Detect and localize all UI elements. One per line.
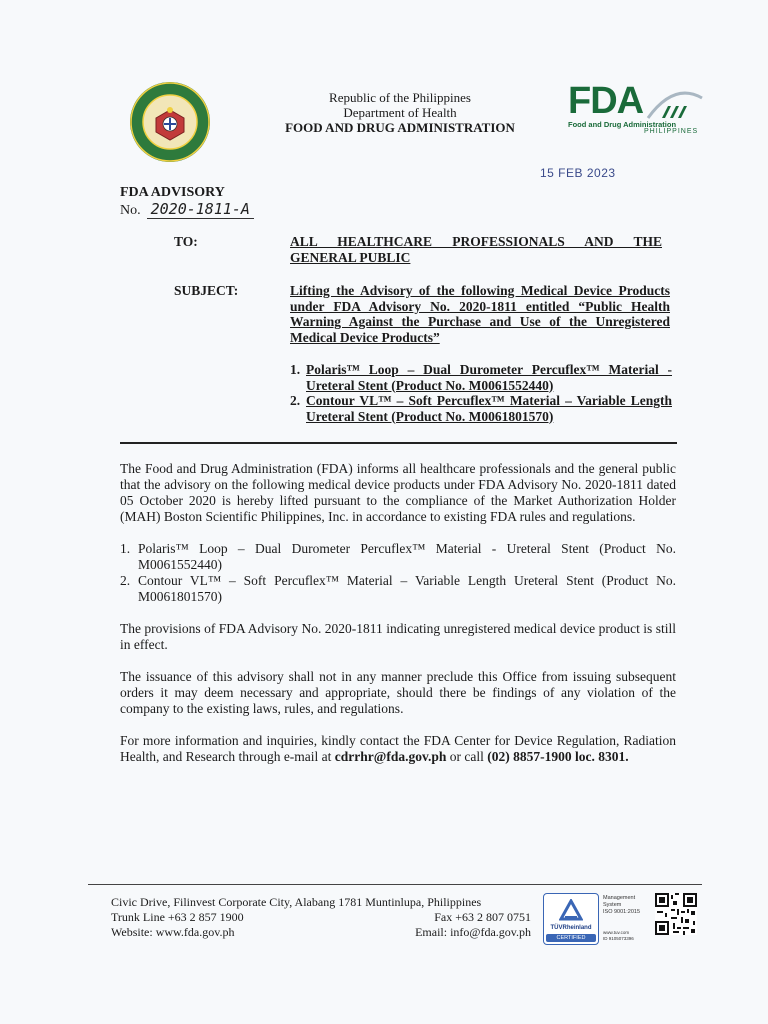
mgmt-line: Management bbox=[603, 895, 636, 901]
doh-seal-icon bbox=[128, 80, 212, 164]
subject-product-list bbox=[290, 362, 672, 424]
list-item bbox=[120, 573, 676, 605]
letterhead bbox=[250, 90, 550, 135]
advisory-body bbox=[120, 461, 676, 781]
fda-logo bbox=[566, 82, 706, 136]
contact-email-link[interactable]: cdrrhr@fda.gov.ph bbox=[334, 749, 447, 764]
header-agency: FOOD AND DRUG ADMINISTRATION bbox=[285, 120, 515, 135]
list-item-number: 2. bbox=[290, 393, 301, 408]
subject-label: SUBJECT: bbox=[174, 283, 239, 298]
footer-fax: Fax +63 2 807 0751 bbox=[434, 910, 531, 924]
fda-logo-subtitle: Food and Drug Administration bbox=[568, 120, 677, 129]
body-paragraph-intro: The Food and Drug Administration (FDA) informs all healthcare professionals and the general public that the advisory on the following medical device products under FDA Advisory No. 2020-1811 dated 05 October 2020 is hereby lifted pursuant to the compliance of the Market Authorization Holder (MAH) Boston Scientific Philippines, Inc. in accordance to existing FDA rules and regulations. bbox=[120, 461, 676, 524]
list-item-number: 1. bbox=[290, 362, 301, 377]
mgmt-line: ISO 9001:2015 bbox=[603, 909, 641, 915]
footer-divider bbox=[88, 884, 702, 885]
list-item bbox=[290, 393, 672, 424]
body-paragraph-issuance: The issuance of this advisory shall not in any manner preclude this Office from issuing subsequent orders it may deem necessary and appropriate, should there be findings of any violation of the company to the existing laws, rules, and regulations. bbox=[120, 669, 676, 716]
to-recipients: ALL HEALTHCARE PROFESSIONALS AND THE GENERAL PUBLIC bbox=[290, 234, 662, 265]
advisory-number-block bbox=[120, 184, 254, 219]
tuv-brand: TÜVRheinland bbox=[550, 925, 592, 931]
advisory-no-label: No. bbox=[120, 203, 141, 218]
contact-prefix: For more information and inquiries, kindly contact the FDA Center for Device Regulation, Radiation Health, and Research through e-mail at bbox=[120, 733, 676, 764]
advisory-title: FDA ADVISORY bbox=[120, 185, 225, 200]
list-item bbox=[120, 541, 676, 573]
section-divider bbox=[120, 442, 677, 444]
certification-id bbox=[603, 930, 634, 941]
management-system-text bbox=[603, 895, 640, 916]
fda-logo-mark: FDA bbox=[568, 80, 644, 122]
mgmt-line: System bbox=[603, 902, 622, 908]
tuv-certified-label: CERTIFIED bbox=[546, 934, 596, 942]
list-item-number: 1. bbox=[120, 541, 131, 556]
subject-text: Lifting the Advisory of the following Medical Device Products under FDA Advisory No. 2020-1811 entitled “Public Health Warning Against the Purchase and Use of the Unregistered Medical Device Products” bbox=[290, 283, 670, 345]
footer-website-link[interactable]: Website: www.fda.gov.ph bbox=[111, 925, 235, 939]
contact-phone: (02) 8857-1900 loc. 8301. bbox=[487, 749, 629, 764]
list-item-text: Contour VL™ – Soft Percuflex™ Material – Variable Length Ureteral Stent (Product No. M0061801570) bbox=[138, 573, 676, 604]
contact-mid: or call bbox=[446, 749, 488, 764]
cert-id: ID 9105073396 bbox=[603, 935, 634, 941]
list-item-text: Polaris™ Loop – Dual Durometer Percuflex™ Material - Ureteral Stent (Product No. M0061552440) bbox=[306, 362, 672, 393]
footer-address: Civic Drive, Filinvest Corporate City, Alabang 1781 Muntinlupa, Philippines bbox=[111, 895, 482, 909]
advisory-no-value: 2020-1811-A bbox=[147, 201, 254, 219]
list-item bbox=[290, 362, 672, 393]
footer-contact bbox=[111, 895, 531, 940]
footer-trunk-line: Trunk Line +63 2 857 1900 bbox=[111, 910, 244, 924]
body-product-list bbox=[120, 541, 676, 605]
body-paragraph-contact bbox=[120, 733, 676, 765]
list-item-text: Polaris™ Loop – Dual Durometer Percuflex™ Material - Ureteral Stent (Product No. M0061552440) bbox=[138, 541, 676, 572]
qr-code-icon bbox=[655, 893, 697, 935]
header-republic: Republic of the Philippines bbox=[329, 90, 471, 105]
cert-web: www.tuv.com bbox=[603, 930, 630, 935]
iso-certification-badge bbox=[543, 893, 703, 945]
footer-email-link[interactable]: Email: info@fda.gov.ph bbox=[415, 925, 531, 939]
tuv-triangle-icon bbox=[559, 899, 583, 923]
to-label: TO: bbox=[174, 234, 198, 249]
header-department: Department of Health bbox=[343, 105, 457, 120]
list-item-text: Contour VL™ – Soft Percuflex™ Material – Variable Length Ureteral Stent (Product No. M0061801570) bbox=[306, 393, 672, 424]
date-stamp: 15 FEB 2023 bbox=[540, 166, 616, 180]
fda-logo-country: PHILIPPINES bbox=[644, 128, 699, 135]
tuv-logo bbox=[543, 893, 599, 945]
body-paragraph-provisions: The provisions of FDA Advisory No. 2020-1811 indicating unregistered medical device product is still in effect. bbox=[120, 621, 676, 652]
list-item-number: 2. bbox=[120, 573, 131, 588]
fda-swoosh-icon bbox=[644, 88, 704, 124]
